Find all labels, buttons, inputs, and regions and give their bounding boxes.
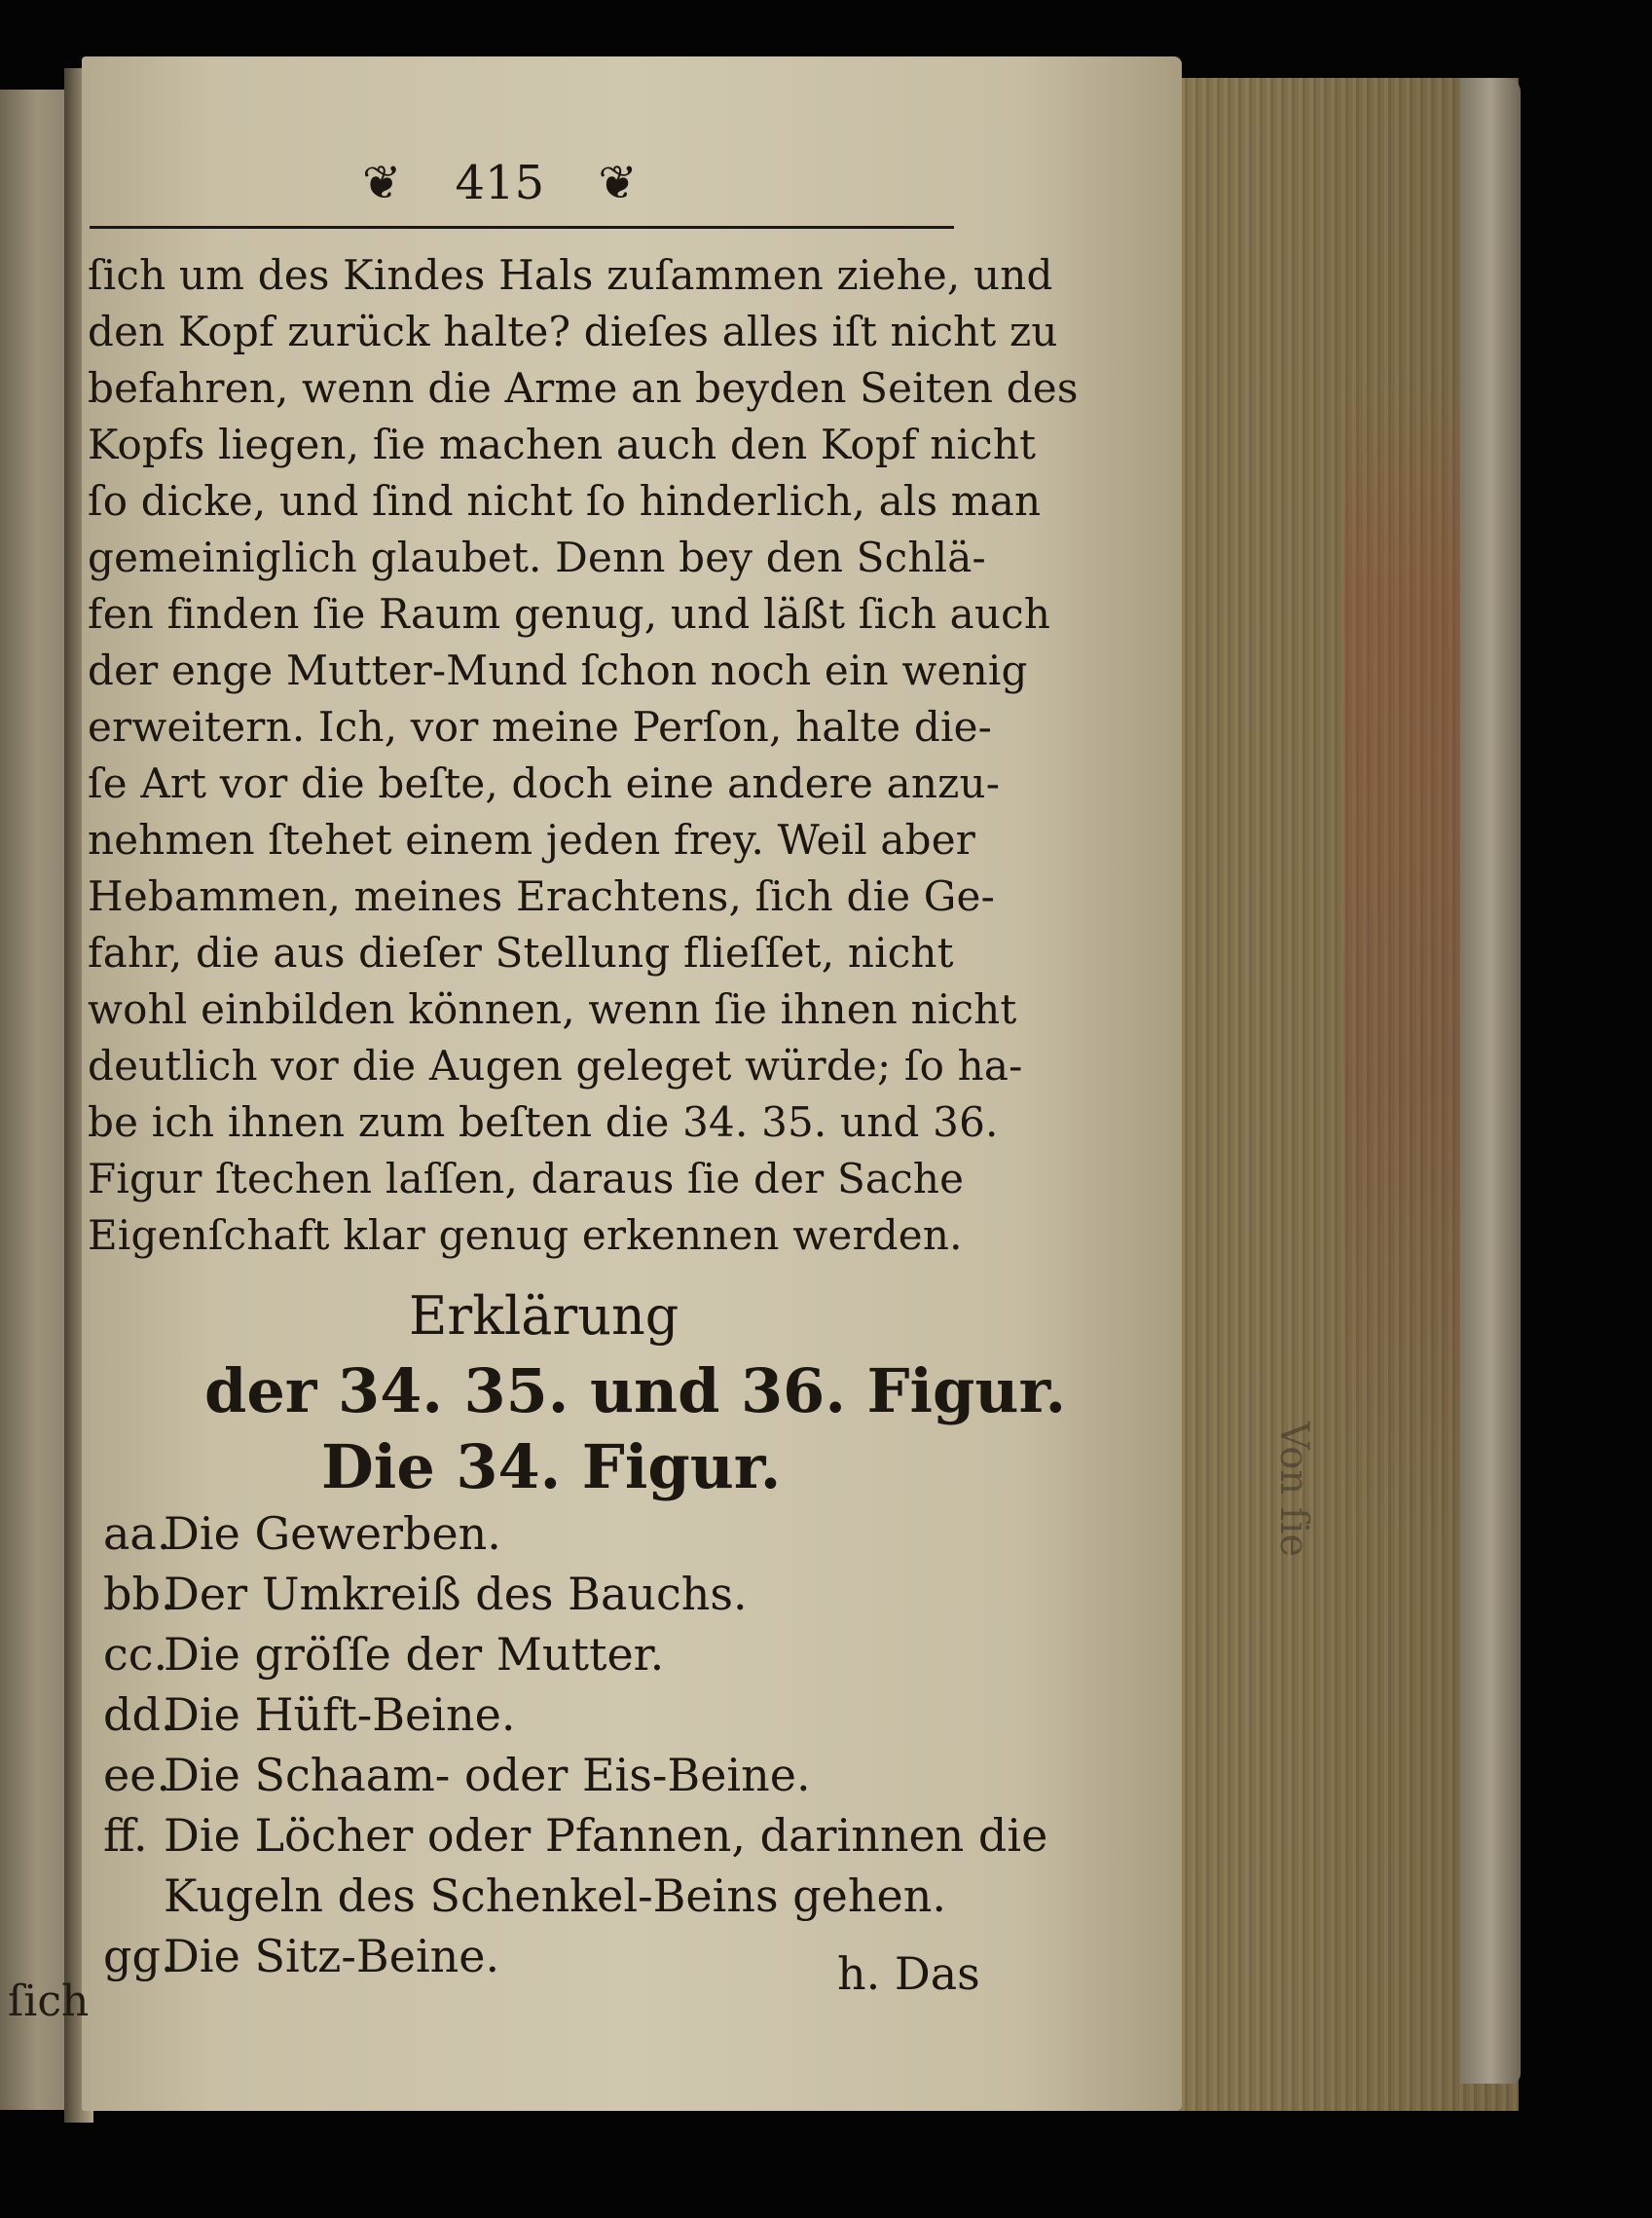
header-rule [90, 226, 954, 229]
legend-key: dd. [103, 1688, 175, 1741]
body-line: wohl einbilden können, wenn ſie ihnen nicht [88, 985, 1017, 1033]
body-line: nehmen ſtehet einem jeden frey. Weil aber [88, 816, 976, 864]
ornament-right-icon: ❦ [598, 156, 638, 210]
body-line: Eigenſchaft klar genug erkennen werden. [88, 1211, 963, 1259]
left-page-fragment: ſich [8, 1977, 90, 2026]
body-line: ſich um des Kindes Hals zuſammen ziehe, und [88, 251, 1053, 299]
legend-item [103, 1688, 515, 1741]
page-number: 415 [455, 156, 545, 210]
ornament-left-icon: ❦ [362, 156, 402, 210]
body-line: fahr, die aus dieſer Stellung flieſſet, nicht [88, 929, 954, 977]
section-heading: Erklärung [409, 1285, 679, 1347]
book-cover-edge [1460, 78, 1521, 2084]
legend-text: Die Gewerben. [164, 1507, 501, 1560]
legend-key: gg. [103, 1930, 175, 1982]
legend-key: ff. [103, 1809, 148, 1862]
figure-heading: Die 34. Figur. [321, 1431, 782, 1502]
legend-item [103, 1568, 748, 1620]
catchword: h. Das [837, 1947, 980, 2000]
legend-item [103, 1749, 811, 1801]
section-subheading: der 34. 35. und 36. Figur. [204, 1355, 1067, 1426]
margin-handwriting: Von ſie [1271, 1422, 1316, 1558]
left-page-edge [0, 90, 68, 2110]
body-line: deutlich vor die Augen geleget würde; ſo ha- [88, 1042, 1023, 1090]
legend-key: cc. [103, 1628, 168, 1681]
legend-key: bb. [103, 1568, 175, 1620]
body-line: Hebammen, meines Erachtens, ſich die Ge- [88, 872, 995, 920]
page-header [362, 156, 638, 210]
body-line: be ich ihnen zum beſten die 34. 35. und 36. [88, 1098, 999, 1146]
legend-text: Die Hüft-Beine. [164, 1688, 516, 1741]
body-line: Figur ſtechen laſſen, daraus ſie der Sache [88, 1155, 965, 1202]
body-line: ſe Art vor die beſte, doch eine andere anzu- [88, 759, 1001, 807]
body-line: erweitern. Ich, vor meine Perſon, halte die- [88, 703, 993, 751]
legend-item [103, 1507, 501, 1560]
body-line: der enge Mutter-Mund ſchon noch ein wenig [88, 647, 1028, 694]
legend-item [103, 1930, 499, 1982]
body-line: gemeiniglich glaubet. Denn bey den Schlä- [88, 534, 986, 581]
legend-item [103, 1869, 946, 1922]
legend-text: Die Schaam- oder Eis-Beine. [164, 1749, 811, 1801]
body-line: Kopfs liegen, ſie machen auch den Kopf nicht [88, 421, 1037, 468]
legend-key: aa. [103, 1507, 171, 1560]
legend-text: Die Löcher oder Pfannen, darinnen die [164, 1809, 1048, 1862]
legend-text: Die gröſſe der Mutter. [164, 1628, 665, 1681]
body-line: ſo dicke, und ſind nicht ſo hinderlich, als man [88, 477, 1042, 525]
body-line: fen finden ſie Raum genug, und läßt ſich auch [88, 590, 1051, 638]
legend-text: Kugeln des Schenkel-Beins gehen. [164, 1869, 946, 1922]
legend-item [103, 1628, 664, 1681]
legend-key: ee. [103, 1749, 171, 1801]
legend-text: Der Umkreiß des Bauchs. [164, 1568, 748, 1620]
legend-item [103, 1809, 1047, 1862]
body-line: den Kopf zurück halte? dieſes alles iſt nicht zu [88, 308, 1058, 355]
legend-text: Die Sitz-Beine. [164, 1930, 500, 1982]
body-line: befahren, wenn die Arme an beyden Seiten des [88, 364, 1079, 412]
